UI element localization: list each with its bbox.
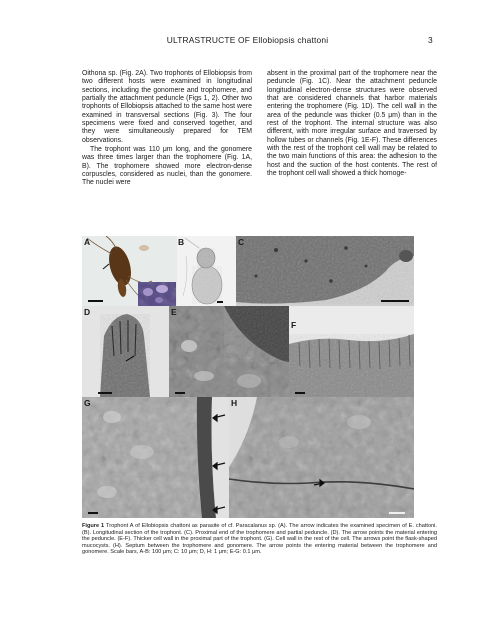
trophomere-proximal-micrograph: [236, 236, 414, 306]
scale-bar: [88, 300, 103, 302]
text-column-left: [82, 70, 252, 188]
septum-micrograph: [229, 397, 414, 518]
figure-caption-text: Trophont A of Ellobiopsis chattoni as parasite of cf. Paracalanus sp. (A). The arrow indicates the examined specimen of E. chattoni. (B). Longitudinal section of the trophont. (C). Proximal end of the trophomere and partial peduncle. (D). The arrow points the material entering the peduncle. (E-F). Thicker cell wall in the proximal part of the trophont. (G). Cell wall in the rest of the cell. The arrows point the flask-shaped mucocysts. (H). Septum between the trophomere and gonomere. The arrow points the entering material between the trophomere and gonomere. Scale bars, A-B: 100 μm; C: 10 μm; D, H: 1 μm; E-G: 0.1 μm.: [82, 523, 437, 556]
scale-bar: [217, 301, 223, 303]
panel-label-b: B: [178, 237, 185, 247]
scale-bar: [88, 512, 98, 514]
figure-panel-c: [236, 236, 414, 306]
panel-label-f: F: [291, 320, 297, 330]
scale-bar: [98, 392, 112, 394]
figure-panel-e: [169, 306, 289, 397]
panel-label-d: D: [84, 307, 91, 317]
mucocysts-micrograph: [82, 397, 229, 518]
figure-panel-f: [289, 306, 414, 397]
trophont-section: [177, 236, 236, 306]
scale-bar: [295, 392, 305, 394]
figure-caption: [82, 523, 437, 556]
peduncle-micrograph: [82, 306, 169, 397]
paragraph: absent in the proximal part of the trophomere near the peduncle (Fig. 1C). Near the attachment peduncle longitudinal electron-dense structures were observed that are considered channels that harbor materials entering the trophomere (Fig. 1D). The cell wall in the area of the peduncle was thicker (0.5 μm) than in the rest of the trophont. The internal structure was also different, with more irregular surface and traversed by hollow tubes or channels (Fig. 1E-F). These differences with the rest of the trophont cell wall may be related to the two main functions of this area: the adhesion to the host and the suction of the host contents. The rest of the trophont cell wall showed a thick homoge-: [267, 70, 437, 178]
figure-panel-d: [82, 306, 169, 397]
scale-bar: [389, 512, 405, 514]
scale-bar: [175, 392, 185, 394]
panel-label-c: C: [238, 237, 245, 247]
copepod-micrograph: [82, 236, 177, 306]
figure-panel-h: [229, 397, 414, 518]
page-number: 3: [428, 35, 433, 45]
panel-label-g: G: [84, 398, 91, 408]
scale-bar: [381, 300, 409, 302]
paragraph: The trophont was 110 μm long, and the gonomere was three times larger than the trophomere (Fig. 1A, B). The trophomere showed more electron-dense corpuscles, considered as nuclei, than the gonomere. The nuclei were: [82, 146, 252, 187]
figure-panel-b: [177, 236, 236, 306]
figure-panel-a: [82, 236, 177, 306]
text-column-right: [267, 70, 437, 178]
paragraph: Oithona sp. (Fig. 2A). Two trophonts of Ellobiopsis from two different hosts were examined in longitudinal sections, including the gonomere and trophomere, and partially the attachment peduncle (Figs 1, 2). Other two trophonts of Ellobiopsis attached to the same host were examined in transversal sections (Fig. 3). The four specimens were fixed and conserved together, and they were simultaneously prepared for TEM observations.: [82, 70, 252, 144]
panel-label-e: E: [171, 307, 177, 317]
panel-label-a: A: [84, 237, 91, 247]
panel-label-h: H: [231, 398, 238, 408]
cell-wall-channels-micrograph: [289, 306, 414, 397]
figure-caption-label: Figure 1: [82, 523, 105, 529]
running-header-title: ULTRASTRUCTE OF Ellobiopsis chattoni: [166, 35, 329, 45]
cell-wall-micrograph: [169, 306, 289, 397]
figure-panel-g: [82, 397, 229, 518]
